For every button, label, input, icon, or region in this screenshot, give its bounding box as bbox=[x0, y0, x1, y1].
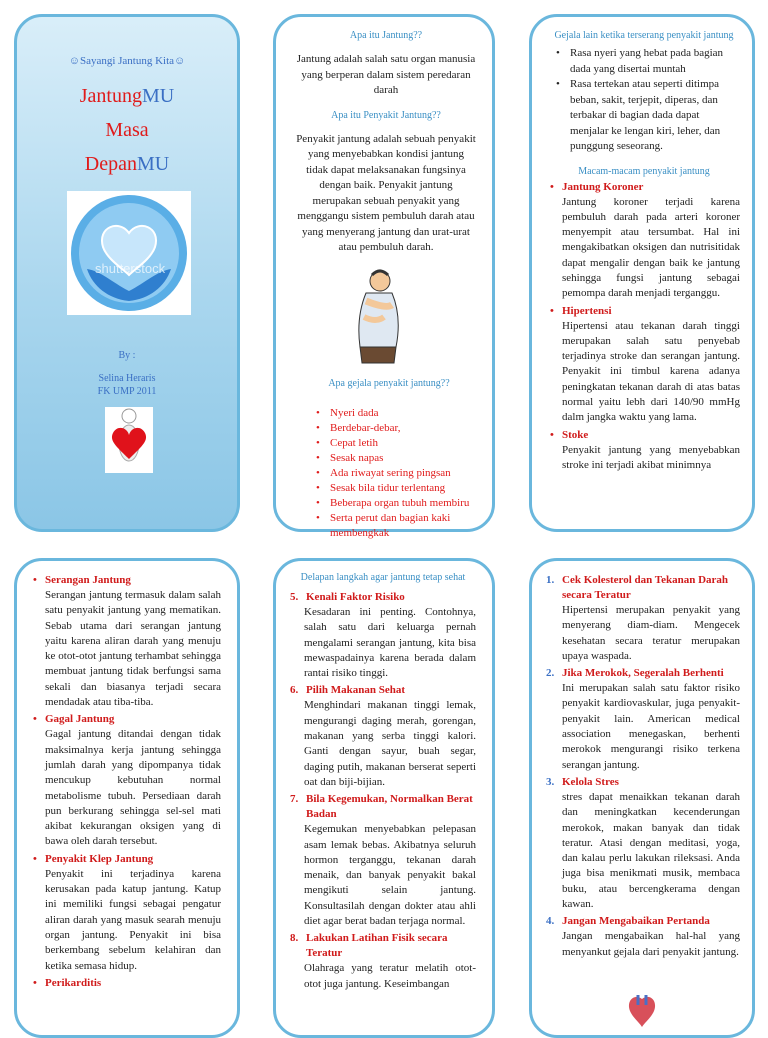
list-item: • Cepat letih bbox=[330, 436, 482, 451]
section-body: Jantung koroner terjadi karena pembuluh darah pada arteri koroner menyempit atau tersumbat. Hal ini mengakibatkan oksigen dan nutrisitidak dapat mengalir dengan baik ke jantung sehingga fungsi jantung sebagai pemompa darah menjadi terganggu. bbox=[562, 195, 740, 300]
title-masa: Masa bbox=[105, 119, 149, 141]
panel-disease-types-2 bbox=[14, 558, 240, 1038]
step-title: 6. Pilih Makanan Sehat bbox=[290, 684, 406, 697]
title-red-2: Depan bbox=[84, 153, 137, 175]
list-item: • Sesak napas bbox=[330, 451, 482, 466]
step-body: Menghindari makanan tinggi lemak, mengurangi daging merah, gorengan, makanan yang serba tinggi kalori. Ganti dengan sayur, buah segar, daging putih, makanan berserat seperti oat dan biji-bijian. bbox=[304, 699, 476, 788]
section-title: • Stoke bbox=[548, 428, 740, 443]
person-heart-icon bbox=[105, 407, 153, 473]
step-body: stres dapat menaikkan tekanan darah dan meningkatkan kecenderungan merokok, makan banyak dan tidak teratur. Atasi dengan meditasi, yoga, dan kalau perlu lakukan rileksasi. Anda juga bisa menikmati musik, membaca buku, atau bercengkerama dengan kawan. bbox=[562, 790, 740, 911]
section-body: Penyakit jantung yang menyebabkan stroke ini terjadi akibat minimnya bbox=[562, 443, 740, 471]
step-body: Olahraga yang teratur melatih otot-otot juga jantung. Keseimbangan bbox=[304, 962, 476, 990]
cover-tagline: ☺Sayangi Jantung Kita☺ bbox=[68, 55, 186, 67]
author-affiliation: FK UMP 2011 bbox=[97, 386, 157, 397]
list-item: • Serta perut dan bagian kaki membengkak bbox=[330, 511, 482, 541]
step-body: Ini merupakan salah satu faktor risiko penyakit kardiovaskular, juga penyakit-penyakit lain. American medical association menegaskan, berhenti merokok mengurangi risiko terkena serangan jantung. bbox=[562, 682, 740, 771]
man-chest-pain-illustration bbox=[336, 267, 416, 367]
step-title: 5. Kenali Faktor Risiko bbox=[290, 591, 405, 603]
step-body: Kesadaran ini penting. Contohnya, salah satu dari keluarga pernah mengalami serangan jantung, kita bisa mewaspadainya karena berada dalam rantai risiko tinggi. bbox=[304, 606, 476, 680]
symptom-list bbox=[296, 406, 482, 541]
heading-what-is-heart: Apa itu Jantung?? bbox=[349, 30, 423, 41]
heading-what-is-disease: Apa itu Penyakit Jantung?? bbox=[331, 109, 441, 121]
step-title: 1. Cek Kolesterol dan Tekanan Darah secara Teratur bbox=[546, 574, 729, 601]
other-symptom-list bbox=[548, 46, 740, 155]
text-what-is-disease: Penyakit jantung adalah sebuah penyakit yang menyebabkan kondisi jantung tidak dapat melaksanakan fungsinya dengan baik. Penyakit jantung merupakan sebuah penyakit yang menggangu sistem pembuluh darah atau yang menyerang jantung dan urat-urat atau pembuluh darah. bbox=[296, 132, 476, 253]
title-blue-2: MU bbox=[136, 153, 170, 175]
title-red: Jantung bbox=[79, 85, 142, 107]
logo-watermark: shutterstock bbox=[95, 261, 166, 276]
step-title: 3. Kelola Stres bbox=[546, 775, 619, 788]
panel-what-is-heart bbox=[273, 14, 495, 539]
section-title: • Jantung Koroner bbox=[548, 180, 740, 195]
heading-other-symptoms: Gejala lain ketika terserang penyakit jantung bbox=[554, 30, 734, 41]
title-blue: MU bbox=[141, 85, 175, 107]
step-body: Hipertensi merupakan penyakit yang menyerang diam-diam. Mengecek kesehatan secara teratur merupakan upaya waspada. bbox=[562, 604, 740, 662]
section-title: • Perikarditis bbox=[31, 976, 221, 991]
panel-other-symptoms bbox=[529, 14, 755, 532]
list-item: • Berdebar-debar, bbox=[330, 421, 482, 436]
section-body: Penyakit ini terjadinya karena kerusakan pada katup jantung. Katup ini memiliki fungsi sebagai pengatur aliran darah yang masuk searah menuju organ jantung. Penyakit ini bisa berkembang sebelum kelahiran dan ketika semasa hidup. bbox=[45, 867, 221, 972]
list-item: • Rasa nyeri yang hebat pada bagian dada yang disertai muntah bbox=[570, 46, 740, 77]
list-item: • Rasa tertekan atau seperti ditimpa beban, sakit, terjepit, diperas, dan terbakar di bagian dada dapat menjalar ke lengan kiri, leher, dan punggung seseorang. bbox=[570, 77, 740, 155]
list-item: • Ada riwayat sering pingsan bbox=[330, 466, 482, 481]
heading-disease-types: Macam-macam penyakit jantung bbox=[578, 165, 710, 177]
list-item: • Beberapa organ tubuh membiru bbox=[330, 496, 482, 511]
list-item: • Nyeri dada bbox=[330, 406, 482, 421]
heading-symptoms: Apa gejala penyakit jantung?? bbox=[328, 378, 450, 389]
heading-eight-steps: Delapan langkah agar jantung tetap sehat bbox=[300, 572, 466, 583]
step-title: 2. Jika Merokok, Segeralah Berhenti bbox=[546, 667, 724, 680]
section-title: • Serangan Jantung bbox=[31, 573, 221, 588]
step-body: Kegemukan menyebabkan pelepasan asam lemak bebas. Akibatnya seluruh hormon terganggu, tekanan darah menaik, dan banyak penyakit bakal mengikuti selain jantung. Konsultasilah dengan dokter atau ahli diet agar berat badan terjaga normal. bbox=[304, 823, 476, 928]
panel-steps-1-4 bbox=[529, 558, 755, 1038]
author-name: Selina Heraris bbox=[98, 373, 156, 384]
step-title: 8. Lakukan Latihan Fisik secara Teratur bbox=[290, 932, 448, 960]
step-title: 7. Bila Kegemukan, Normalkan Berat Badan bbox=[290, 793, 473, 821]
cover-panel bbox=[14, 14, 240, 532]
step-body: Jangan mengabaikan hal-hal yang menyankut gejala dari penyakit jantung. bbox=[562, 930, 740, 958]
section-title: • Gagal Jantung bbox=[31, 712, 221, 727]
cover-title bbox=[17, 79, 237, 181]
section-body: Hipertensi atau tekanan darah tinggi merupakan salah satu penyebab terjadinya stroke dan serangan jantung. Penyakit ini timbul karena adanya peningkatan tekanan darah di atas batas normal yaitu lebh dari 140/90 mmHg dalm jangka waktu yang lama. bbox=[562, 319, 740, 424]
panel-eight-steps bbox=[273, 558, 495, 1038]
list-item: • Sesak bila tidur terlentang bbox=[330, 481, 482, 496]
heart-hands-logo bbox=[67, 191, 191, 315]
section-title: • Penyakit Klep Jantung bbox=[31, 852, 221, 867]
section-title: • Hipertensi bbox=[548, 304, 740, 319]
heart-anatomy-icon bbox=[624, 993, 660, 1029]
section-body: Serangan jantung termasuk dalam salah satu penyakit jantung yang mematikan. Sebab utama dari serangan jantung yaitu karena aliran darah yang menuju ke otot-otot jantung terhambat sehingga membuat jantung tidak berfungsi sama sekali dan biasanya terjadi secara mendadak atau tiba-tiba. bbox=[45, 589, 221, 709]
by-label: By : bbox=[118, 350, 136, 361]
step-title: 4. Jangan Mengabaikan Pertanda bbox=[546, 915, 710, 928]
section-body: Gagal jantung ditandai dengan tidak maksimalnya kerja jantung sehingga jumlah darah yang dipompanya tidak mencukup kebutuhan normal metabolisme tubuh. Persediaan darah pun berkurang sehingga sel-sel mati akibat kekurangan oksigen yang di bawa oleh darah tersebut. bbox=[45, 728, 221, 848]
text-what-is-heart: Jantung adalah salah satu organ manusia yang berperan dalam sistem peredaran darah bbox=[296, 53, 476, 96]
